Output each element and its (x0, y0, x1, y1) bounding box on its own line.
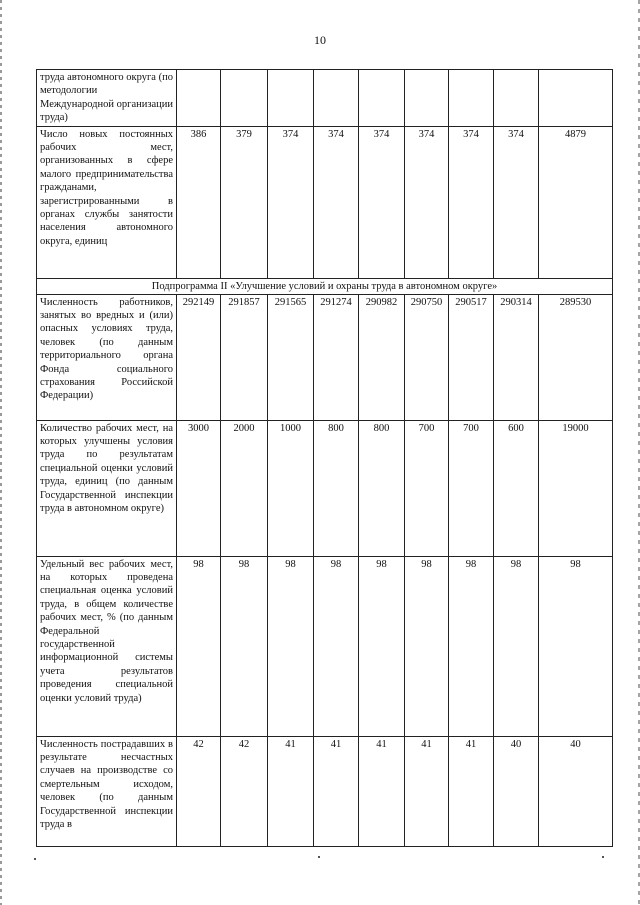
value-cell: 41 (359, 736, 405, 846)
value-cell (314, 70, 359, 127)
indicator-label: Удельный вес рабочих мест, на которых проведена специальная оценка условий труда, в общем количестве рабочих мест, % (по данным Федеральной государственной информационной системы учета результатов проведения специальной оценки условий труда) (37, 556, 177, 736)
value-cell: 291857 (221, 294, 268, 420)
total-value-cell: 4879 (539, 126, 613, 278)
scan-mark (34, 858, 36, 860)
value-cell: 2000 (221, 420, 268, 556)
value-cell: 290750 (405, 294, 449, 420)
value-cell: 292149 (177, 294, 221, 420)
value-cell: 291274 (314, 294, 359, 420)
value-cell: 98 (359, 556, 405, 736)
value-cell: 290982 (359, 294, 405, 420)
value-cell: 42 (221, 736, 268, 846)
value-cell: 374 (449, 126, 494, 278)
value-cell: 374 (314, 126, 359, 278)
indicator-label: Число новых постоянных рабочих мест, организованных в сфере малого предпринимательства гражданами, зарегистрированными в органах службы занятости населения автономного округа, единиц (37, 126, 177, 278)
table-row (37, 70, 613, 127)
value-cell: 1000 (268, 420, 314, 556)
value-cell: 374 (494, 126, 539, 278)
value-cell: 700 (405, 420, 449, 556)
value-cell: 40 (494, 736, 539, 846)
page-number: 10 (314, 33, 326, 47)
value-cell: 386 (177, 126, 221, 278)
indicator-label: Численность пострадавших в результате несчастных случаев на производстве со смертельным исходом, человек (по данным Государственной инспекции труда в (37, 736, 177, 846)
value-cell: 800 (359, 420, 405, 556)
value-cell: 98 (177, 556, 221, 736)
value-cell: 3000 (177, 420, 221, 556)
value-cell (221, 70, 268, 127)
value-cell: 374 (268, 126, 314, 278)
value-cell (494, 70, 539, 127)
value-cell: 291565 (268, 294, 314, 420)
value-cell: 41 (314, 736, 359, 846)
table-row (37, 126, 613, 278)
value-cell: 98 (314, 556, 359, 736)
indicator-label: Количество рабочих мест, на которых улучшены условия труда по результатам специальной оценки условий труда, единиц (по данным Государственной инспекции труда в автономном округе) (37, 420, 177, 556)
total-value-cell: 98 (539, 556, 613, 736)
value-cell (405, 70, 449, 127)
indicator-label: Численность работников, занятых во вредных и (или) опасных условиях труда, человек (по данным территориального органа Фонда социального страхования Российской Федерации) (37, 294, 177, 420)
value-cell (359, 70, 405, 127)
value-cell: 41 (449, 736, 494, 846)
value-cell: 98 (268, 556, 314, 736)
value-cell (177, 70, 221, 127)
value-cell: 700 (449, 420, 494, 556)
value-cell: 374 (405, 126, 449, 278)
value-cell: 42 (177, 736, 221, 846)
table-row (37, 294, 613, 420)
value-cell: 98 (494, 556, 539, 736)
indicator-label: труда автономного округа (по методологии Международной организации труда) (37, 70, 177, 127)
total-value-cell: 289530 (539, 294, 613, 420)
value-cell: 98 (405, 556, 449, 736)
scan-mark (602, 856, 604, 858)
table-row (37, 420, 613, 556)
scan-edge-left (0, 0, 2, 905)
total-value-cell: 19000 (539, 420, 613, 556)
indicators-table (36, 69, 613, 847)
table-row (37, 556, 613, 736)
value-cell: 374 (359, 126, 405, 278)
subprogram-row (37, 278, 613, 294)
value-cell: 800 (314, 420, 359, 556)
scan-mark (318, 856, 320, 858)
value-cell: 98 (449, 556, 494, 736)
value-cell: 600 (494, 420, 539, 556)
total-value-cell (539, 70, 613, 127)
value-cell: 290314 (494, 294, 539, 420)
value-cell: 379 (221, 126, 268, 278)
value-cell: 290517 (449, 294, 494, 420)
value-cell (449, 70, 494, 127)
value-cell: 41 (405, 736, 449, 846)
value-cell: 98 (221, 556, 268, 736)
table-row (37, 736, 613, 846)
total-value-cell: 40 (539, 736, 613, 846)
value-cell: 41 (268, 736, 314, 846)
value-cell (268, 70, 314, 127)
subprogram-title: Подпрограмма II «Улучшение условий и охраны труда в автономном округе» (37, 278, 613, 294)
